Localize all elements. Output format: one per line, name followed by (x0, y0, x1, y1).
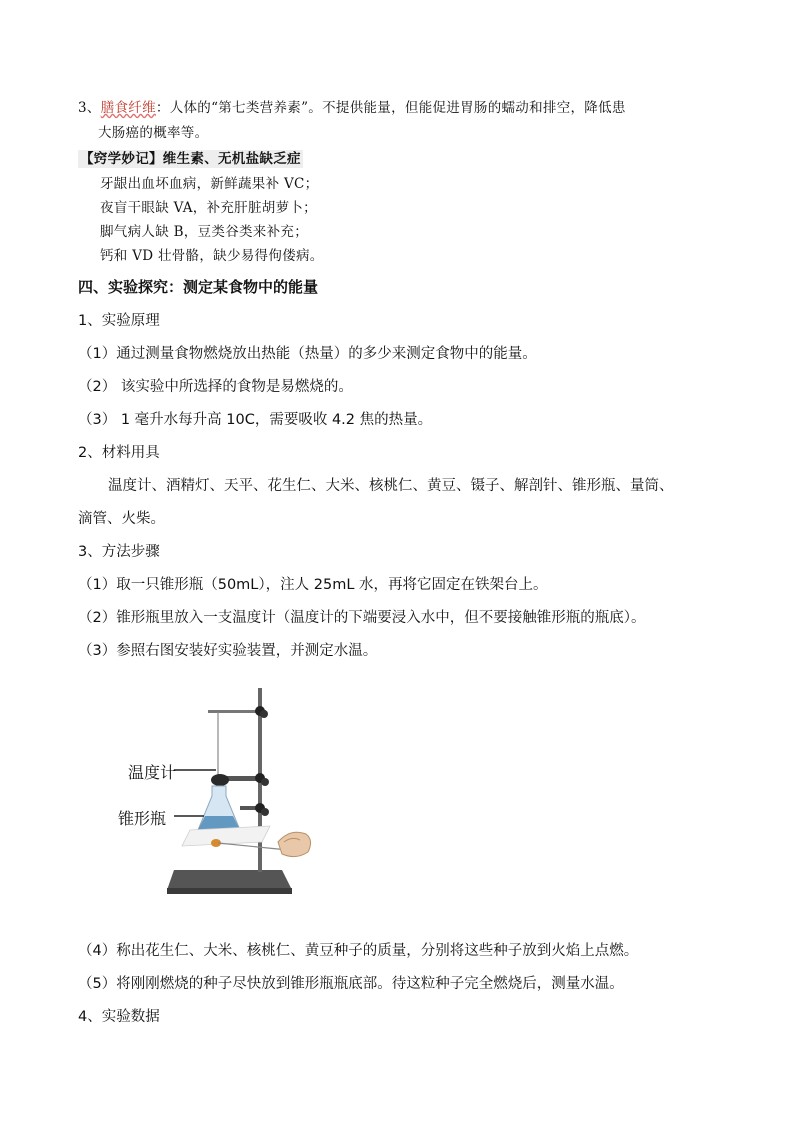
section3-term: 膳食纤维 (100, 100, 156, 116)
hand-icon (278, 832, 311, 856)
principle-item: （3） 1 毫升水每升高 10C，需要吸收 4.2 焦的热量。 (78, 412, 433, 428)
principle-item: （2） 该实验中所选择的食物是易燃烧的。 (78, 379, 353, 395)
section3-line1 (78, 96, 626, 116)
mnemonic-title (78, 147, 303, 167)
label-thermometer: 温度计 (128, 763, 177, 782)
materials-heading: 2、材料用具 (78, 445, 160, 461)
principle-heading: 1、实验原理 (78, 313, 160, 329)
stand-base (167, 870, 292, 890)
steps-item: （5）将刚刚燃烧的种子尽快放到锥形瓶瓶底部。待这粒种子完全燃烧后，测量水温。 (78, 976, 624, 992)
materials-line2: 滴管、火柴。 (78, 511, 165, 527)
section4-title: 四、实验探究：测定某食物中的能量 (78, 278, 319, 296)
steps-heading: 3、方法步骤 (78, 544, 160, 560)
mnemonic-line: 夜盲干眼缺 VA，补充肝脏胡萝卜； (100, 200, 317, 216)
steps-item: （2）锥形瓶里放入一支温度计（温度计的下端要浸入水中，但不要接触锥形瓶的瓶底）。 (78, 610, 646, 626)
principle-item: （1）通过测量食物燃烧放出热能（热量）的多少来测定食物中的能量。 (78, 346, 537, 362)
apparatus-illustration (112, 682, 322, 902)
mnemonic-title-text: 【窍学妙记】维生素、无机盐缺乏症 (80, 151, 301, 167)
mnemonic-line: 钙和 VD 壮骨骼，缺少易得佝偻病。 (100, 248, 324, 264)
section3-number: 3、 (78, 100, 101, 116)
section3-line2: 大肠癌的概率等。 (98, 125, 209, 141)
apparatus-figure (112, 682, 322, 902)
materials-line1: 温度计、酒精灯、天平、花生仁、大米、核桃仁、黄豆、镊子、解剖针、锥形瓶、量筒、 (108, 478, 674, 494)
section3-text1: ：人体的“第七类营养素”。不提供能量，但能促进胃肠的蠕动和排空，降低患 (155, 100, 626, 116)
mnemonic-line: 脚气病人缺 B，豆类谷类来补充； (100, 224, 309, 240)
steps-item: （3）参照右图安装好实验装置，并测定水温。 (78, 643, 378, 659)
steps-item: （4）称出花生仁、大米、核桃仁、黄豆种子的质量，分别将这些种子放到火焰上点燃。 (78, 943, 639, 959)
mnemonic-line: 牙龈出血坏血病，新鲜蔬果补 VC； (100, 176, 319, 192)
data-heading: 4、实验数据 (78, 1009, 160, 1025)
label-flask: 锥形瓶 (118, 809, 167, 828)
steps-item: （1）取一只锥形瓶（50mL），注人 25mL 水，再将它固定在铁架台上。 (78, 577, 548, 593)
